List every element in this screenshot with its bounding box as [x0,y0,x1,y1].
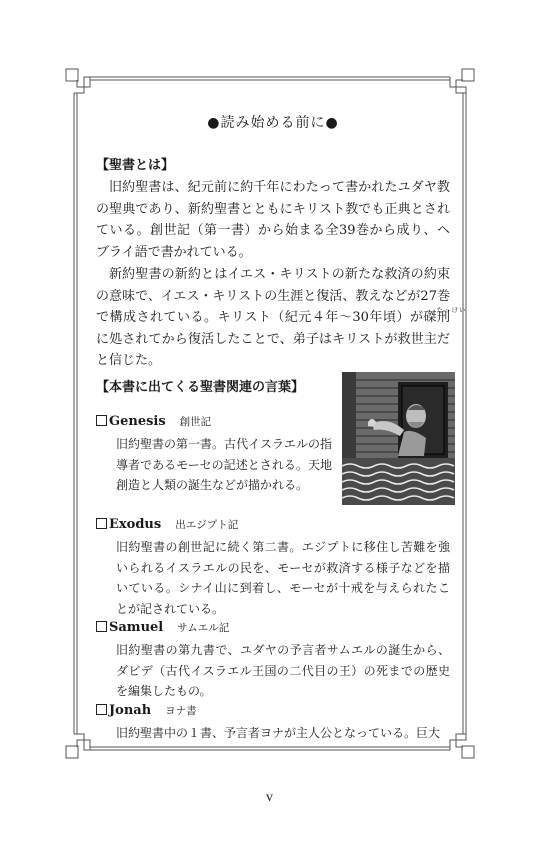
ruby-base: 磔刑 [423,310,450,325]
bible-paragraph-2 [96,264,467,372]
checkbox-square-icon [96,518,107,529]
page-number: v [266,790,273,805]
term-ja: 創世記 [179,416,212,428]
term-jonah-desc: 旧約聖書中の１書、予言者ヨナが主人公となっている。巨大 [116,726,441,740]
term-exodus-desc: 旧約聖書の創世記に続く第二書。エジプトに移住し苦難を強いられるイスラエルの民を、モーセが救済する様子などを描いている。シナイ山に到着し、モーセが十戒を与えられたことが記されている。 [116,540,450,616]
term-ja: ヨナ書 [165,705,197,717]
terms-heading: 【本書に出てくる聖書関連の言葉】 [96,380,305,395]
checkbox-square-icon [96,415,107,426]
term-en: Exodus [109,517,162,532]
term-en: Samuel [109,620,164,635]
term-genesis [96,414,211,429]
bible-heading: 【聖書とは】 [96,158,175,173]
ark-illustration [342,372,455,505]
term-jonah [96,703,197,718]
checkbox-square-icon [96,621,107,632]
bible-paragraph-1: 旧約聖書は、紀元前に約千年にわたって書かれたユダヤ教の聖典であり、新約聖書とともにキリスト教でも正典とされている。創世記（第一書）から始まる全39巻から成り、ヘブライ語で書かれている。 [96,180,450,260]
term-genesis-desc: 旧約聖書の第一書。古代イスラエルの指導者であるモーセの記述とされる。天地創造と人類の誕生などが描かれる。 [116,437,332,492]
term-ja: 出エジプト記 [175,519,239,531]
term-exodus [96,517,238,532]
ruby-reading: たっけい [436,306,467,314]
term-samuel [96,620,229,635]
paragraph-2-text-a: 新約聖書の新約とはイエス・キリストの新たな救済の約束の意味で、イエス・キリストの生涯と復活、教えなどが27巻で構成されている。キリスト（紀元４年～30年頃）が [96,267,450,325]
section-title: ●読み始める前に● [207,115,339,131]
term-en: Jonah [109,703,152,718]
term-samuel-desc: 旧約聖書の第九書で、ユダヤの予言者サムエルの誕生から、ダビデ（古代イスラエル王国の二代目の王）の死までの歴史を編集したもの。 [116,643,450,698]
checkbox-square-icon [96,704,107,715]
term-en: Genesis [109,414,166,429]
term-ja: サムエル記 [177,622,230,634]
ruby-word [423,306,467,325]
paragraph-2-text-b: に処されてから復活したことで、弟子はキリストが救世主だと信じた。 [96,331,450,368]
